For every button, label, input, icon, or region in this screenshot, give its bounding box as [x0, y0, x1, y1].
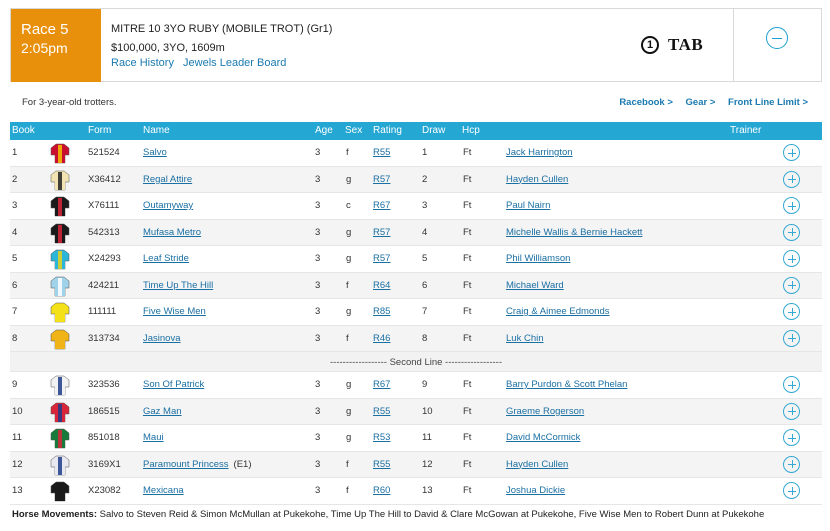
- runner-form: X76111: [88, 200, 120, 211]
- runner-form: X24293: [88, 253, 121, 264]
- jewels-leader-board-link[interactable]: Jewels Leader Board: [183, 57, 287, 69]
- runner-draw: 6: [422, 279, 428, 291]
- table-row: [10, 220, 822, 247]
- add-runner-plus-icon[interactable]: [783, 482, 800, 499]
- runner-hcp: Ft: [463, 485, 472, 496]
- race-links: [111, 57, 292, 69]
- runner-hcp: Ft: [463, 226, 472, 238]
- table-row: [10, 478, 822, 505]
- runner-rating[interactable]: R57: [373, 173, 391, 185]
- runner-book: 9: [12, 379, 18, 390]
- runner-age: 3: [315, 432, 321, 443]
- runner-name[interactable]: Paramount Princess: [143, 458, 229, 470]
- runner-form: 851018: [88, 432, 120, 443]
- runner-age: 3: [315, 485, 321, 496]
- runner-hcp: Ft: [463, 405, 472, 417]
- runner-book: 5: [12, 253, 18, 264]
- add-runner-plus-icon[interactable]: [783, 171, 800, 188]
- runner-age: 3: [315, 332, 321, 344]
- runner-name-cell: [143, 200, 193, 211]
- race-action-links: [609, 97, 808, 108]
- runner-book: 10: [12, 405, 23, 417]
- runner-draw: 7: [422, 306, 428, 317]
- jockey-silk-icon: [50, 248, 70, 270]
- runner-rating[interactable]: R67: [373, 200, 391, 211]
- table-row: [10, 193, 822, 220]
- table-row: [10, 326, 822, 353]
- runner-name[interactable]: Mufasa Metro: [143, 226, 202, 238]
- runner-age: 3: [315, 379, 321, 390]
- runner-sex: g: [346, 379, 352, 390]
- add-runner-plus-icon[interactable]: [783, 429, 800, 446]
- runner-age: 3: [315, 405, 321, 417]
- runner-hcp: Ft: [463, 379, 472, 390]
- runner-sex: g: [346, 226, 352, 238]
- race-subtitle: $100,000, 3YO, 1609m: [111, 42, 225, 54]
- col-form: Form: [88, 125, 112, 136]
- runner-hcp: Ft: [463, 306, 472, 317]
- col-sex: Sex: [345, 125, 363, 136]
- runner-rating[interactable]: R55: [373, 405, 391, 417]
- runner-rating[interactable]: R57: [373, 253, 391, 264]
- runner-sex: c: [346, 200, 351, 211]
- runner-trainer[interactable]: Hayden Cullen: [506, 458, 569, 470]
- runner-hcp: Ft: [463, 432, 472, 443]
- table-row: [10, 246, 822, 273]
- runner-trainer[interactable]: Jack Harrington: [506, 147, 573, 158]
- jockey-silk-icon: [50, 222, 70, 244]
- runner-name[interactable]: Son Of Patrick: [143, 379, 205, 390]
- add-runner-plus-icon[interactable]: [783, 303, 800, 320]
- add-runner-plus-icon[interactable]: [783, 277, 800, 294]
- runner-form: 3169X1: [88, 458, 121, 470]
- jockey-silk-icon: [50, 142, 70, 164]
- runner-age: 3: [315, 253, 321, 264]
- race-description: For 3-year-old trotters.: [22, 97, 117, 108]
- runner-name-cell: [143, 485, 184, 496]
- gear-link[interactable]: Gear >: [685, 97, 716, 108]
- runner-name[interactable]: Leaf Stride: [143, 253, 189, 264]
- add-runner-plus-icon[interactable]: [783, 403, 800, 420]
- runner-draw: 11: [422, 432, 432, 443]
- runner-draw: 4: [422, 226, 428, 238]
- jockey-silk-icon: [50, 301, 70, 323]
- runner-hcp: Ft: [463, 200, 472, 211]
- runner-name-cell: [143, 280, 213, 291]
- runner-sex: f: [346, 147, 349, 158]
- runner-sex: f: [346, 332, 349, 344]
- table-row: [10, 399, 822, 426]
- table-row: [10, 140, 822, 167]
- table-header: [10, 122, 822, 140]
- runner-age: 3: [315, 173, 321, 185]
- runner-trainer[interactable]: Joshua Dickie: [506, 485, 566, 496]
- add-runner-plus-icon[interactable]: [783, 144, 800, 161]
- runner-book: 11: [12, 432, 22, 443]
- runner-name-cell: [143, 147, 167, 158]
- runner-form: 323536: [88, 379, 120, 390]
- runner-trainer[interactable]: Paul Nairn: [506, 200, 551, 211]
- runner-form: 186515: [88, 405, 120, 417]
- runner-trainer[interactable]: Barry Purdon & Scott Phelan: [506, 379, 628, 390]
- col-rating: Rating: [373, 125, 402, 136]
- race-number-box: [11, 9, 101, 82]
- race-number: Race 5: [21, 21, 69, 38]
- runner-age: 3: [315, 226, 321, 238]
- race-title: MITRE 10 3YO RUBY (MOBILE TROT) (Gr1): [111, 23, 333, 35]
- runner-trainer[interactable]: David McCormick: [506, 432, 581, 443]
- runner-draw: 10: [422, 405, 433, 417]
- runner-book: 7: [12, 306, 18, 317]
- runner-age: 3: [315, 279, 321, 291]
- runner-rating[interactable]: R60: [373, 485, 391, 496]
- runner-name[interactable]: Mexicana: [143, 485, 184, 496]
- col-draw: Draw: [422, 125, 446, 136]
- tab-logo: [641, 33, 703, 57]
- runner-form: 313734: [88, 332, 120, 344]
- second-line-divider: [10, 352, 822, 372]
- runner-rating[interactable]: R57: [373, 226, 391, 238]
- col-book: Book: [12, 125, 35, 136]
- runner-name[interactable]: Outamyway: [143, 200, 194, 211]
- runner-hcp: Ft: [463, 173, 472, 185]
- runner-sex: g: [346, 306, 352, 317]
- runner-book: 4: [12, 226, 18, 238]
- runner-sex: f: [346, 458, 349, 470]
- runner-name[interactable]: Five Wise Men: [143, 306, 206, 317]
- runner-sex: g: [346, 253, 352, 264]
- runner-trainer[interactable]: Luk Chin: [506, 332, 544, 344]
- runner-name[interactable]: Time Up The Hill: [143, 279, 214, 291]
- add-runner-plus-icon[interactable]: [783, 197, 800, 214]
- runner-draw: 2: [422, 173, 428, 185]
- runner-hcp: Ft: [463, 253, 472, 264]
- col-hcp: Hcp: [462, 125, 480, 136]
- runner-sex: g: [346, 405, 352, 417]
- runner-name-cell: [143, 306, 206, 317]
- runner-name-cell: [143, 432, 164, 443]
- runner-form: 111111: [88, 306, 117, 317]
- runner-draw: 3: [422, 200, 428, 211]
- race-time: 2:05pm: [21, 40, 68, 56]
- tab-logo-text: TAB: [668, 35, 704, 54]
- runner-book: 1: [12, 147, 18, 158]
- runner-rating[interactable]: R85: [373, 306, 391, 317]
- runner-draw: 12: [422, 458, 433, 470]
- runner-age: 3: [315, 147, 321, 158]
- jockey-silk-icon: [50, 275, 70, 297]
- runner-sex: f: [346, 485, 349, 496]
- runner-trainer[interactable]: Michelle Wallis & Bernie Hackett: [506, 226, 643, 238]
- runner-trainer[interactable]: Michael Ward: [506, 279, 564, 291]
- runner-hcp: Ft: [463, 332, 472, 344]
- runner-name-cell: [143, 227, 201, 238]
- table-row: [10, 167, 822, 194]
- add-runner-plus-icon[interactable]: [783, 456, 800, 473]
- runner-name[interactable]: Maui: [143, 432, 164, 443]
- jockey-silk-icon: [50, 427, 70, 449]
- runner-book: 3: [12, 200, 18, 211]
- runner-rating[interactable]: R67: [373, 379, 391, 390]
- table-row: [10, 299, 822, 326]
- horse-movements-text: Salvo to Steven Reid & Simon McMullan at Pukekohe, Time Up The Hill to David & Clare McGowan at Pukekohe, Five Wise Men to Robert Dunn at Pukekohe: [99, 509, 765, 520]
- table-row: [10, 452, 822, 479]
- runner-hcp: Ft: [463, 458, 472, 470]
- add-runner-plus-icon[interactable]: [783, 250, 800, 267]
- jockey-silk-icon: [50, 169, 70, 191]
- runner-form: X23082: [88, 485, 121, 496]
- runner-sex: f: [346, 279, 349, 291]
- add-runner-plus-icon[interactable]: [783, 376, 800, 393]
- runner-name-cell: [143, 379, 204, 390]
- runner-name[interactable]: Gaz Man: [143, 405, 182, 417]
- add-runner-plus-icon[interactable]: [783, 330, 800, 347]
- runner-name-cell: [143, 333, 181, 344]
- collapse-panel: [733, 9, 823, 82]
- runner-name[interactable]: Jasinova: [143, 332, 181, 344]
- runner-name-cell: [143, 253, 189, 264]
- race-header: [10, 8, 822, 82]
- runner-rating[interactable]: R53: [373, 432, 391, 443]
- runner-name-cell: [143, 406, 182, 417]
- table-row: [10, 273, 822, 300]
- runner-rating[interactable]: R55: [373, 147, 391, 158]
- runner-age: 3: [315, 200, 321, 211]
- runner-name[interactable]: Salvo: [143, 147, 167, 158]
- col-trainer: Trainer: [730, 125, 762, 136]
- race-history-link[interactable]: Race History: [111, 57, 174, 69]
- runner-form: 424211: [88, 279, 119, 291]
- runner-sex: g: [346, 432, 352, 443]
- tab-logo-circle-icon: 1: [641, 36, 659, 54]
- runner-draw: 1: [422, 147, 428, 158]
- runner-trainer[interactable]: Craig & Aimee Edmonds: [506, 306, 610, 317]
- jockey-silk-icon: [50, 454, 70, 476]
- runner-draw: 9: [422, 379, 428, 390]
- runner-trainer[interactable]: Hayden Cullen: [506, 173, 569, 185]
- runner-form: 521524: [88, 147, 120, 158]
- front-line-limit-link[interactable]: Front Line Limit >: [728, 97, 808, 108]
- runner-form: 542313: [88, 226, 120, 238]
- runner-trainer[interactable]: Graeme Rogerson: [506, 405, 585, 417]
- runner-rating[interactable]: R46: [373, 332, 391, 344]
- runner-name-cell: [143, 459, 252, 470]
- jockey-silk-icon: [50, 480, 70, 502]
- runner-draw: 8: [422, 332, 428, 344]
- jockey-silk-icon: [50, 195, 70, 217]
- second-line-label: ------------------ Second Line ------------------: [330, 357, 502, 368]
- runner-name[interactable]: Regal Attire: [143, 173, 193, 185]
- runner-rating[interactable]: R64: [373, 279, 391, 291]
- runner-book: 12: [12, 458, 23, 470]
- jockey-silk-icon: [50, 328, 70, 350]
- racebook-link[interactable]: Racebook >: [619, 97, 673, 108]
- jockey-silk-icon: [50, 374, 70, 396]
- jockey-silk-icon: [50, 401, 70, 423]
- runner-sex: g: [346, 173, 352, 185]
- runner-draw: 13: [422, 485, 433, 496]
- runner-hcp: Ft: [463, 279, 472, 291]
- runner-hcp: Ft: [463, 147, 472, 158]
- table-row: [10, 425, 822, 452]
- runner-name-cell: [143, 174, 192, 185]
- col-name: Name: [143, 125, 170, 136]
- table-row: [10, 372, 822, 399]
- horse-movements-label: Horse Movements:: [12, 509, 97, 520]
- runner-rating[interactable]: R55: [373, 458, 391, 470]
- horse-movements: [12, 509, 764, 520]
- runner-form: X36412: [88, 173, 121, 185]
- runner-book: 2: [12, 173, 18, 185]
- collapse-minus-icon[interactable]: [766, 27, 788, 49]
- runner-book: 6: [12, 279, 18, 291]
- runner-table: [10, 140, 822, 505]
- runner-book: 13: [12, 485, 23, 496]
- runner-age: 3: [315, 458, 321, 470]
- runner-age: 3: [315, 306, 321, 317]
- add-runner-plus-icon[interactable]: [783, 224, 800, 241]
- runner-draw: 5: [422, 253, 428, 264]
- runner-emergency-tag: (E1): [233, 458, 252, 470]
- runner-trainer[interactable]: Phil Williamson: [506, 253, 571, 264]
- col-age: Age: [315, 125, 333, 136]
- runner-book: 8: [12, 332, 18, 344]
